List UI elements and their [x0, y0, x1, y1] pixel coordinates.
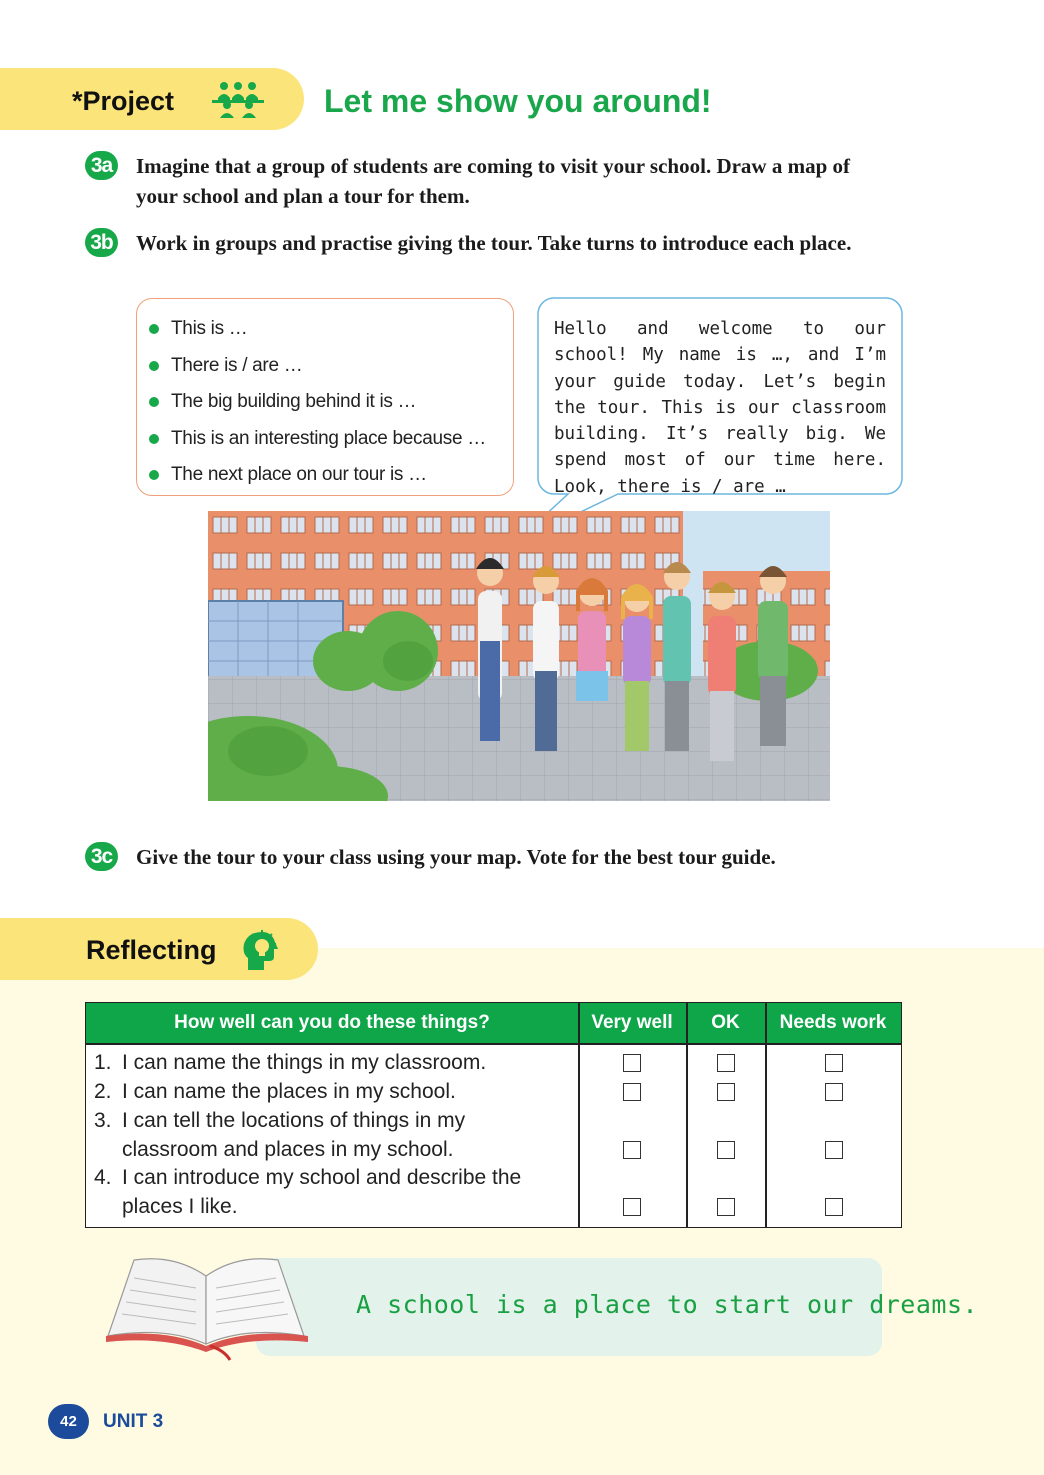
lightbulb-head-icon — [240, 928, 282, 972]
speech-bubble-text: Hello and welcome to our school! My name is …, and I’m your guide today. Let’s begin the tour. This is our classroom building. It’s really big. We spend most of our time here. Look, there is / are … — [554, 319, 886, 497]
header-divider — [86, 1043, 901, 1045]
column-divider — [578, 1003, 580, 1227]
header-needs-work: Needs work — [779, 1012, 887, 1033]
unit-label: UNIT 3 — [103, 1411, 164, 1432]
row-text: places I like. — [122, 1195, 238, 1218]
checkbox-very-well[interactable] — [623, 1198, 641, 1216]
bullet-icon — [149, 361, 159, 371]
table-header — [86, 1003, 901, 1043]
row-text: I can name the things in my classroom. — [122, 1051, 487, 1074]
row-text: I can name the places in my school. — [122, 1080, 456, 1103]
open-book-icon — [104, 1254, 310, 1362]
school-tour-illustration — [208, 511, 830, 801]
reflecting-label: Reflecting — [86, 935, 217, 965]
checkbox-needs-work[interactable] — [825, 1141, 843, 1159]
phrase-item: The big building behind it is … — [149, 384, 513, 421]
bullet-icon — [149, 434, 159, 444]
row-number: 1. — [94, 1051, 112, 1074]
checkbox-needs-work[interactable] — [825, 1198, 843, 1216]
column-divider — [686, 1003, 688, 1227]
useful-phrases-box — [136, 298, 514, 496]
task-badge-3c: 3c — [85, 842, 118, 871]
row-text: I can tell the locations of things in my — [122, 1109, 466, 1132]
bullet-icon — [149, 397, 159, 407]
checkbox-very-well[interactable] — [623, 1083, 641, 1101]
row-text: I can introduce my school and describe the — [122, 1166, 522, 1189]
header-ok: OK — [711, 1012, 740, 1033]
phrase-item: The next place on our tour is … — [149, 457, 513, 494]
checkbox-needs-work[interactable] — [825, 1054, 843, 1072]
column-divider — [765, 1003, 767, 1227]
checkbox-very-well[interactable] — [623, 1054, 641, 1072]
bullet-icon — [149, 470, 159, 480]
page-number: 42 — [48, 1404, 89, 1439]
phrase-item: There is / are … — [149, 348, 513, 385]
project-label: *Project — [72, 86, 175, 116]
phrase-item: This is … — [149, 311, 513, 348]
task-3c-text: Give the tour to your class using your map. Vote for the best tour guide. — [136, 845, 776, 869]
row-number: 4. — [94, 1166, 112, 1189]
task-badge-3a: 3a — [85, 151, 118, 180]
checkbox-ok[interactable] — [717, 1198, 735, 1216]
row-number: 3. — [94, 1109, 112, 1132]
group-work-icon — [210, 80, 266, 120]
page-heading: Let me show you around! — [324, 83, 712, 119]
header-very-well: Very well — [591, 1012, 673, 1033]
task-badge-3b: 3b — [85, 228, 118, 257]
motto-text: A school is a place to start our dreams. — [356, 1290, 979, 1319]
self-assessment-table — [85, 1002, 902, 1228]
row-number: 2. — [94, 1080, 112, 1103]
checkbox-ok[interactable] — [717, 1054, 735, 1072]
row-text: classroom and places in my school. — [122, 1138, 454, 1161]
checkbox-very-well[interactable] — [623, 1141, 641, 1159]
checkbox-needs-work[interactable] — [825, 1083, 843, 1101]
checkbox-ok[interactable] — [717, 1083, 735, 1101]
task-3b-text: Work in groups and practise giving the tour. Take turns to introduce each place. — [136, 231, 852, 255]
checkbox-ok[interactable] — [717, 1141, 735, 1159]
phrase-item: This is an interesting place because … — [149, 421, 513, 458]
task-3a-text: Imagine that a group of students are coming to visit your school. Draw a map of your school and plan a tour for them. — [136, 154, 851, 208]
bullet-icon — [149, 324, 159, 334]
header-question: How well can you do these things? — [174, 1012, 490, 1033]
